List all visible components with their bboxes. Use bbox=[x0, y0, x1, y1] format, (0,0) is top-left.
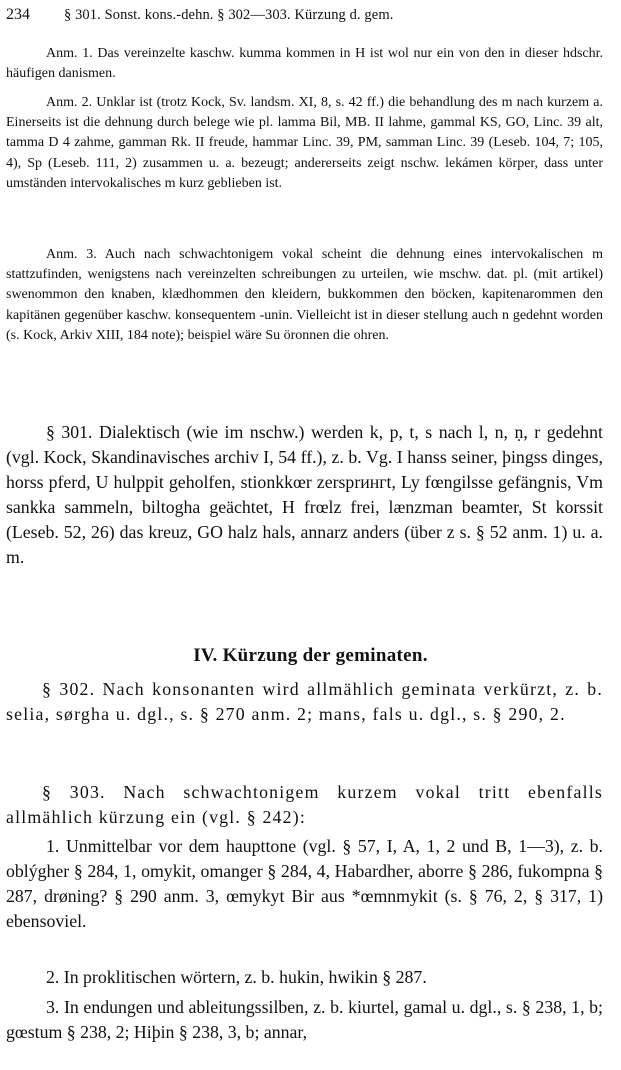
paragraph-302: § 302. Nach konsonanten wird allmählich geminata verkürzt, z. b. selia, sørgha u. dgl., s. § 270 anm. 2; mans, fals u. dgl., s. § 290, 2. bbox=[6, 679, 603, 724]
note-anm-3: Anm. 3. Auch nach schwachtonigem vokal scheint die dehnung eines intervokalischen m stattzufinden, wenigstens nach vereinzelten schreibungen zu urteilen, wie mschw. dat. pl. (mit artikel) swenommon den knaben, klædhommen den kleidern, bukkommen den böcken, kapitenarommen den kapitänen gegenüber kaschw. konsequentem -unin. Vielleicht ist in dieser stellung auch n gedehnt worden (s. Kock, Arkiv XIII, 184 note); beispiel wäre Su öronnen die ohren. bbox=[6, 247, 603, 343]
running-title: § 301. Sonst. kons.-dehn. § 302—303. Kürzung d. gem. bbox=[64, 7, 394, 23]
list-item-1: 1. Unmittelbar vor dem haupttone (vgl. § 57, I, A, 1, 2 und B, 1—3), z. b. oblýgher § 284, 1, omykit, omanger § 284, 4, Habardher, aborre § 286, fukompna § 287, drøning? § 290 anm. 3, œmykyt Bir aus *œmnmykit (s. § 76, 2, § 317, 1) ebensoviel. bbox=[6, 836, 603, 931]
section-title: IV. Kürzung der geminaten. bbox=[193, 645, 428, 666]
page-header bbox=[6, 6, 606, 26]
note-anm-1: Anm. 1. Das vereinzelte kaschw. kumma kommen in H ist wol nur ein von den in dieser hdschr. häufigen danismen. bbox=[6, 46, 603, 82]
note-anm-2: Anm. 2. Unklar ist (trotz Kock, Sv. landsm. XI, 8, s. 42 ff.) die behandlung des m nach kurzem a. Einerseits ist die dehnung durch belege wie pl. lamma Bil, MB. II lahme, gammal KS, GO, Linc. 39 alt, tamma D 4 zahme, gamman Rk. II freude, hammar Linc. 39, PM, samman Linc. 39 (Leseb. 104, 7; 105, 4), Sp (Leseb. 111, 2) zusammen u. a. bezeugt; andererseits zeigt nschw. lekámen körper, dass unter umständen intervokalisches m kurz geblieben ist. bbox=[6, 95, 603, 191]
paragraph-303: § 303. Nach schwachtonigem kurzem vokal tritt ebenfalls allmählich kürzung ein (vgl. § 242): bbox=[6, 782, 603, 827]
list-item-2: 2. In proklitischen wörtern, z. b. hukin, hwikin § 287. bbox=[46, 967, 427, 987]
list-item-3: 3. In endungen und ableitungssilben, z. b. kiurtel, gamal u. dgl., s. § 238, 1, b; gœstum § 238, 2; Hiþin § 238, 3, b; annar, bbox=[6, 997, 603, 1042]
page-number: 234 bbox=[6, 6, 30, 23]
paragraph-301: § 301. Dialektisch (wie im nschw.) werden k, p, t, s nach l, n, ṇ, r gedehnt (vgl. Kock, Skandinavisches archiv I, 54 ff.), z. b. Vg. I hanss seiner, þingss dinges, horss pferd, U hulppit geholfen, stionkkœr zersprингt, Ly fœngilsse gefängnis, Vm sankka sammeln, biltogha geächtet, H frœlz frei, lænzman beamter, St korssit (Leseb. 52, 26) das kreuz, GO halz hals, annarz anders (über z s. § 52 anm. 1) u. a. m. bbox=[6, 422, 603, 567]
